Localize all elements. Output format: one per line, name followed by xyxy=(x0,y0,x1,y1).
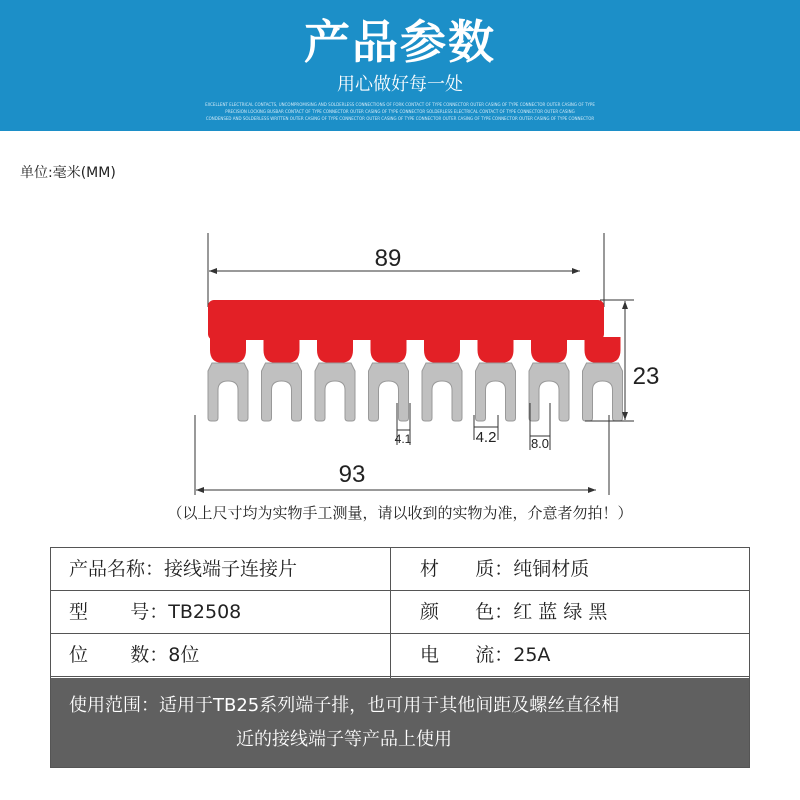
table-row xyxy=(51,548,749,591)
dimension-label-gap: 4.2 xyxy=(475,429,497,446)
fork-terminal xyxy=(476,363,516,421)
usage-panel xyxy=(51,678,749,767)
banner-subtitle: 用心做好每一处 xyxy=(337,74,463,95)
dimension-label-bottom: 93 xyxy=(338,461,366,488)
banner-title: 产品参数 xyxy=(304,15,496,69)
arrow-head xyxy=(588,487,596,493)
dimension-label-slot: 4.1 xyxy=(394,432,412,446)
arrow-head xyxy=(196,487,204,493)
pin-neck xyxy=(317,337,353,363)
pin-group xyxy=(208,337,623,421)
spec-model: 型 号：TB2508 xyxy=(69,601,242,623)
pin-neck xyxy=(531,337,567,363)
header-banner xyxy=(0,0,800,131)
spec-product-name: 产品名称：接线端子连接片 xyxy=(69,558,298,580)
pin-neck xyxy=(371,337,407,363)
dimension-label-height: 23 xyxy=(632,363,660,390)
pin-neck xyxy=(264,337,300,363)
usage-text-line1: 使用范围：适用于TB25系列端子排，也可用于其他间距及螺丝直径相 xyxy=(69,695,620,716)
unit-label: 单位:毫米(MM) xyxy=(20,165,116,181)
arrow-head xyxy=(622,301,628,309)
dimension-label-pitch: 8.0 xyxy=(530,436,550,451)
spec-positions: 位 数：8位 xyxy=(69,644,200,666)
banner-fine-print: EXCELLENT ELECTRICAL CONTACTS, UNCOMPROMISING AND SOLDERLESS CONNECTIONS OF FORK CONTACT OF TYPE CONNECTOR OUTER CASING OF TYPE CONNECTOR OUTER CASING OF TYPE xyxy=(205,102,595,107)
fork-terminal xyxy=(583,363,623,421)
terminal-strip-diagram xyxy=(0,225,800,500)
table-divider xyxy=(390,548,391,678)
fork-terminal xyxy=(315,363,355,421)
pin-neck xyxy=(585,337,621,363)
spec-current: 电 流：25A xyxy=(420,644,551,666)
fork-terminal xyxy=(369,363,409,421)
dimension-label-top: 89 xyxy=(374,245,402,272)
pin-neck xyxy=(424,337,460,363)
spec-table xyxy=(50,547,750,768)
pin-neck xyxy=(478,337,514,363)
fork-terminal xyxy=(208,363,248,421)
fork-terminal xyxy=(262,363,302,421)
banner-fine-print: CONDENSED AND SOLDERLESS WRITTEN OUTER CASING OF TYPE CONNECTOR OUTER CASING OF TYPE CONNECTOR OUTER CASING OF TYPE CONNECTOR OUTER CASING OF TYPE CONNECTOR xyxy=(205,116,595,121)
arrow-head xyxy=(572,268,580,274)
usage-text-line2: 近的接线端子等产品上使用 xyxy=(236,729,452,750)
measurement-note: （以上尺寸均为实物手工测量，请以收到的实物为准，介意者勿拍！） xyxy=(167,504,633,522)
spec-color: 颜 色：红 蓝 绿 黑 xyxy=(420,601,608,623)
connector-bar xyxy=(208,300,604,340)
arrow-head xyxy=(209,268,217,274)
banner-fine-print: PRECISION LOCKING BUSBAR CONTACT OF TYPE CONNECTOR OUTER CASING OF TYPE CONNECTOR SOLDERLESS ELECTRICAL CONTACT OF TYPE CONNECTOR OUTER CASING xyxy=(225,109,575,114)
fork-terminal xyxy=(529,363,569,421)
table-row xyxy=(51,634,749,677)
table-row xyxy=(51,591,749,634)
spec-material: 材 质：纯铜材质 xyxy=(420,558,590,580)
fork-terminal xyxy=(422,363,462,421)
pin-neck xyxy=(210,337,246,363)
